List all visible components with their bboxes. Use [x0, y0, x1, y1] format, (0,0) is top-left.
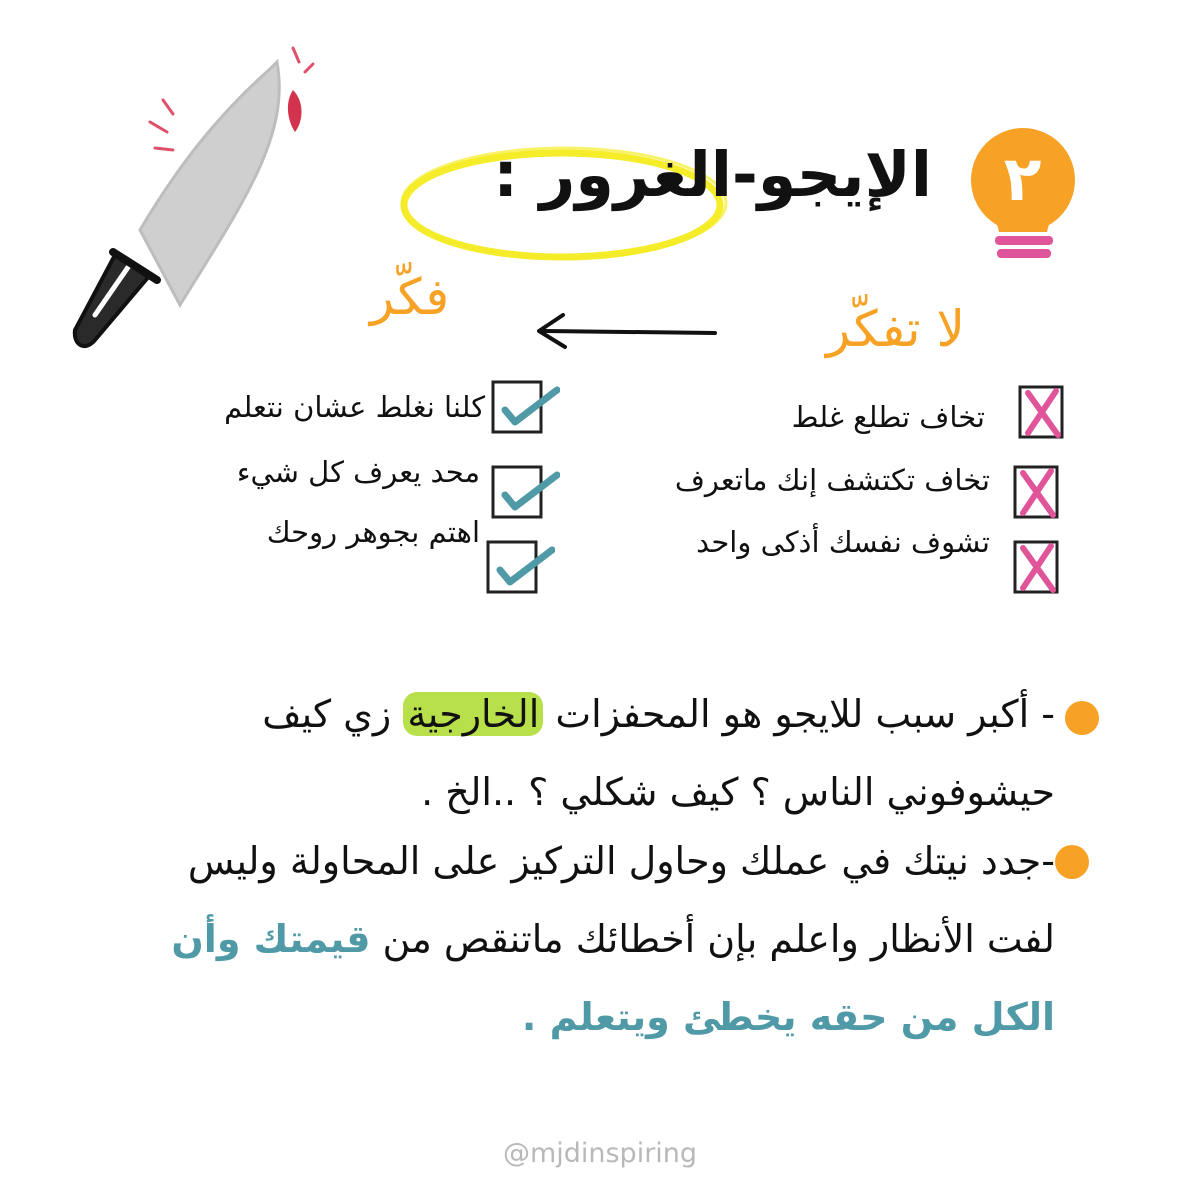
teal-emphasis-text: قيمتك وأن الكل من حقه يخطئ ويتعلم	[171, 917, 1055, 1039]
orange-bullet-icon	[1050, 840, 1094, 884]
do-item: محد يعرف كل شيء	[236, 455, 480, 489]
dont-item: تخاف تطلع غلط	[791, 400, 985, 434]
think-label: فكّر	[370, 268, 450, 326]
section-number: ٢	[1003, 142, 1042, 215]
paragraph-one	[135, 675, 1055, 831]
do-item: اهتم بجوهر روحك	[266, 515, 480, 549]
paragraph-one-end: زي كيف حيشوفوني الناس ؟ كيف شكلي ؟ ..الخ .	[262, 692, 1055, 814]
knife-illustration	[55, 40, 315, 370]
teal-emphasis-end: .	[521, 995, 550, 1039]
dont-item: تشوف نفسك أذكى واحد	[696, 525, 990, 559]
paragraph-two-start: -جدد نيتك في عملك وحاول التركيز على المحاولة وليس لفت الأنظار واعلم بإن أخطائك ماتنقص من	[187, 839, 1055, 961]
dont-item: تخاف تكتشف إنك ماتعرف	[674, 463, 990, 497]
x-checkbox-icon	[985, 530, 1080, 610]
x-checkbox-icon	[985, 455, 1080, 535]
author-handle: @mjdinspiring	[502, 1138, 698, 1169]
arrow-left-icon	[525, 305, 725, 355]
lightbulb-number-icon	[955, 128, 1090, 263]
dont-think-label: لا تفكّر	[826, 300, 965, 358]
highlighted-word: الخارجية	[403, 692, 543, 736]
paragraph-one-start: - أكبر سبب للايجو هو المحفزات	[543, 692, 1055, 736]
paragraph-two	[135, 822, 1055, 1056]
x-checkbox-icon	[990, 375, 1085, 455]
orange-bullet-icon	[1060, 696, 1104, 740]
page-title: الإيجو-الغرور :	[493, 138, 932, 211]
do-item: كلنا نغلط عشان نتعلم	[224, 390, 485, 424]
